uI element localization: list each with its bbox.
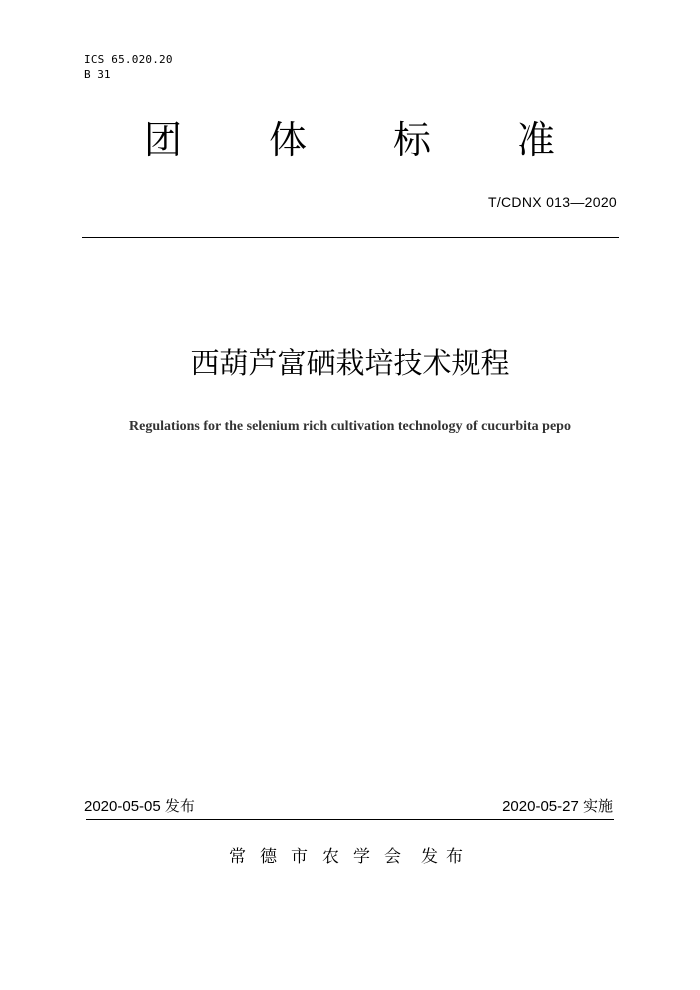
standard-code: T/CDNX 013—2020: [487, 194, 617, 210]
standard-type-char: 标: [392, 118, 431, 162]
implementation-date: 2020-05-27 实施: [502, 798, 613, 815]
document-title-english: Regulations for the selenium rich cultivation technology of cucurbita pepo: [129, 419, 571, 434]
ics-number: ICS 65.020.20: [84, 53, 173, 66]
document-title-chinese: 西葫芦富硒栽培技术规程: [190, 346, 510, 380]
publisher-line: [0, 845, 700, 869]
classification-code: B 31: [84, 68, 111, 81]
header-divider: [82, 237, 619, 238]
publish-date: 2020-05-05 发布: [84, 798, 195, 815]
standard-type-char: 团: [143, 118, 182, 162]
publisher-organization: 常德市农学会: [229, 847, 415, 867]
footer-divider: [86, 819, 614, 820]
standard-type-char: 准: [516, 118, 555, 162]
standard-type-char: 体: [268, 118, 307, 162]
publisher-action: 发布: [421, 847, 471, 867]
